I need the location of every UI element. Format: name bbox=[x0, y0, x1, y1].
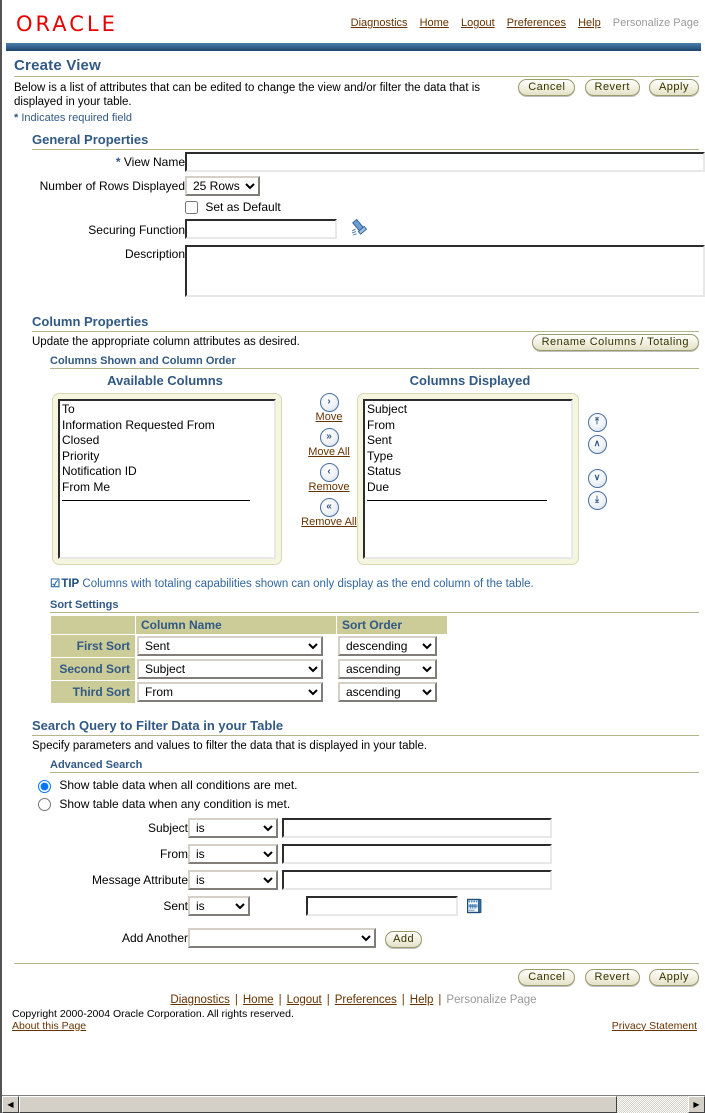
criteria-from-input[interactable] bbox=[282, 844, 552, 864]
horizontal-scrollbar[interactable] bbox=[2, 1095, 705, 1113]
move-button[interactable] bbox=[293, 393, 365, 423]
general-properties-form bbox=[2, 150, 705, 302]
third-sort-order-cell bbox=[337, 681, 448, 704]
criteria-sent-input[interactable] bbox=[306, 896, 458, 916]
rows-displayed-label-cell bbox=[2, 174, 185, 198]
match-all-radio[interactable] bbox=[38, 780, 51, 793]
list-item[interactable]: Type bbox=[367, 448, 394, 463]
move-link[interactable]: Move bbox=[315, 411, 343, 424]
table-row bbox=[51, 658, 448, 681]
required-field-text: Indicates required field bbox=[21, 112, 133, 124]
third-sort-label: Third Sort bbox=[51, 681, 136, 704]
available-columns-title-wrap bbox=[50, 373, 280, 388]
chevron-left-icon: ‹ bbox=[320, 463, 339, 482]
revert-button-bottom[interactable] bbox=[585, 969, 640, 986]
first-sort-order-select[interactable] bbox=[338, 636, 437, 656]
list-item[interactable]: From Me bbox=[62, 479, 110, 494]
chevron-double-right-icon: » bbox=[320, 428, 339, 447]
apply-button-bottom-label: Apply bbox=[658, 970, 689, 983]
revert-button-top[interactable] bbox=[585, 79, 640, 96]
about-row bbox=[2, 1020, 705, 1032]
displayed-columns-separator bbox=[367, 500, 547, 501]
second-sort-column-cell bbox=[136, 658, 337, 681]
criteria-subject-operator-select[interactable] bbox=[188, 818, 278, 838]
third-sort-order-select[interactable] bbox=[338, 682, 437, 702]
description-label-cell bbox=[2, 243, 185, 302]
bottom-button-row bbox=[2, 964, 705, 988]
oracle-logo-mark bbox=[118, 12, 121, 23]
match-all-radio-line bbox=[38, 776, 705, 794]
securing-function-label-cell bbox=[2, 216, 185, 243]
header-blue-bar bbox=[6, 42, 701, 51]
criteria-message-attribute-input[interactable] bbox=[282, 870, 552, 890]
privacy-statement-wrap bbox=[612, 1020, 697, 1032]
required-asterisk: * bbox=[14, 112, 19, 124]
reorder-spacer bbox=[585, 457, 609, 469]
criteria-sent-value-cell bbox=[282, 893, 552, 920]
footer-separator: | bbox=[326, 993, 330, 1006]
criteria-sent-operator-cell bbox=[188, 893, 282, 920]
sort-settings-table bbox=[50, 615, 448, 704]
available-columns-listbox[interactable] bbox=[58, 399, 276, 559]
description-row bbox=[2, 243, 705, 302]
securing-function-field-cell bbox=[185, 216, 705, 243]
criteria-subject-operator-cell bbox=[188, 815, 282, 841]
search-criteria-table bbox=[2, 815, 552, 951]
column-properties-instructions-row bbox=[2, 332, 705, 348]
remove-all-button[interactable] bbox=[293, 498, 365, 528]
second-sort-order-cell bbox=[337, 658, 448, 681]
criteria-from-operator-select[interactable] bbox=[188, 844, 278, 864]
revert-button-bottom-label: Revert bbox=[594, 970, 630, 983]
set-default-checkbox[interactable] bbox=[185, 201, 198, 214]
rows-displayed-select[interactable] bbox=[185, 176, 260, 196]
rename-columns-totaling-button[interactable] bbox=[532, 334, 699, 351]
description-textarea[interactable] bbox=[185, 245, 705, 297]
criteria-from-operator-cell bbox=[188, 841, 282, 867]
sort-settings-corner bbox=[51, 616, 136, 635]
global-nav-preferences[interactable]: Preferences bbox=[506, 17, 567, 29]
view-name-required-asterisk: * bbox=[115, 155, 121, 169]
table-row bbox=[51, 635, 448, 658]
move-all-link[interactable]: Move All bbox=[308, 446, 350, 459]
list-item[interactable]: To bbox=[62, 402, 75, 417]
move-all-button[interactable] bbox=[293, 428, 365, 458]
move-to-bottom-icon: ⤓ bbox=[588, 491, 607, 510]
list-item[interactable]: From bbox=[367, 417, 395, 432]
set-default-row bbox=[2, 198, 705, 216]
move-down-button[interactable] bbox=[585, 469, 609, 491]
cancel-button-bottom[interactable] bbox=[518, 969, 575, 986]
footer-nav-personalize-page: Personalize Page bbox=[446, 993, 537, 1006]
move-to-top-icon: ⤒ bbox=[588, 413, 607, 432]
available-columns-title: Available Columns bbox=[107, 373, 223, 389]
rows-displayed-label: Number of Rows Displayed bbox=[39, 179, 185, 193]
footer-nav-preferences[interactable]: Preferences bbox=[334, 993, 397, 1006]
criteria-from-label: From bbox=[160, 846, 188, 861]
sort-settings-header-row bbox=[51, 616, 448, 635]
global-nav-personalize-page: Personalize Page bbox=[612, 17, 699, 29]
add-another-select[interactable] bbox=[188, 928, 376, 948]
set-default-spacer bbox=[2, 198, 185, 216]
footer-nav bbox=[2, 988, 705, 1006]
advanced-search-subheading: Advanced Search bbox=[50, 759, 143, 772]
scroll-right-arrow-icon[interactable]: ▶ bbox=[688, 1096, 705, 1113]
criteria-row-message-attribute bbox=[2, 867, 552, 893]
scroll-left-arrow-icon[interactable]: ◀ bbox=[2, 1096, 19, 1113]
shuttle-move-controls bbox=[293, 393, 365, 533]
first-sort-column-cell bbox=[136, 635, 337, 658]
list-item[interactable]: Information Requested From bbox=[62, 417, 215, 432]
first-sort-column-select[interactable] bbox=[137, 636, 323, 656]
list-item[interactable]: Closed bbox=[62, 433, 100, 448]
global-nav-logout[interactable]: Logout bbox=[460, 17, 495, 29]
required-field-note bbox=[2, 109, 705, 124]
columns-shown-subheading: Columns Shown and Column Order bbox=[50, 355, 236, 368]
match-any-radio[interactable] bbox=[38, 798, 51, 811]
sort-order-header: Sort Order bbox=[337, 616, 448, 635]
totaling-tip bbox=[50, 576, 705, 590]
criteria-subject-value-cell bbox=[282, 815, 552, 841]
list-item[interactable]: Priority bbox=[62, 448, 100, 463]
criteria-subject-input[interactable] bbox=[282, 818, 552, 838]
footer-separator: | bbox=[438, 993, 442, 1006]
criteria-row-subject bbox=[2, 815, 552, 841]
scrollbar-thumb[interactable] bbox=[19, 1096, 617, 1113]
cancel-button-top[interactable] bbox=[518, 79, 575, 96]
footer-separator: | bbox=[234, 993, 238, 1006]
add-button-label: Add bbox=[393, 932, 415, 945]
criteria-sent-operator-select[interactable] bbox=[188, 896, 250, 916]
revert-button-top-label: Revert bbox=[594, 81, 630, 93]
set-default-checkbox-line bbox=[185, 200, 281, 214]
list-item[interactable]: Sent bbox=[367, 433, 392, 448]
second-sort-column-select[interactable] bbox=[137, 659, 323, 679]
move-up-icon: ∧ bbox=[588, 435, 607, 454]
criteria-sent-label: Sent bbox=[163, 899, 188, 914]
page-title: Create View bbox=[14, 57, 101, 74]
view-name-row bbox=[2, 150, 705, 174]
view-name-input[interactable] bbox=[185, 152, 705, 172]
rows-displayed-row bbox=[2, 174, 705, 198]
view-name-field-cell bbox=[185, 150, 705, 174]
apply-button-top[interactable] bbox=[649, 79, 699, 96]
add-another-controls-cell bbox=[188, 920, 552, 951]
description-label: Description bbox=[124, 247, 185, 262]
view-name-label-cell bbox=[2, 150, 185, 174]
column-shuttle bbox=[50, 371, 705, 571]
tip-text: Columns with totaling capabilities shown can only display as the end column of the table. bbox=[82, 578, 534, 591]
match-all-label: Show table data when all conditions are met. bbox=[59, 778, 298, 793]
column-properties-heading: Column Properties bbox=[32, 314, 149, 330]
list-item[interactable]: Status bbox=[367, 464, 402, 479]
oracle-logo bbox=[16, 12, 121, 36]
search-query-instructions: Specify parameters and values to filter the data that is displayed in your table. bbox=[32, 740, 428, 753]
criteria-message-attribute-label: Message Attribute bbox=[91, 872, 188, 887]
scrollbar-track[interactable] bbox=[617, 1096, 688, 1113]
reorder-controls bbox=[585, 413, 609, 513]
add-another-label: Add Another bbox=[121, 930, 188, 945]
page-instructions: Below is a list of attributes that can be edited to change the view and/or filter the data that is displayed in your table. bbox=[14, 82, 481, 108]
cancel-button-top-label: Cancel bbox=[528, 81, 566, 93]
global-nav bbox=[342, 17, 699, 29]
footer-separator: | bbox=[401, 993, 405, 1006]
match-any-label: Show table data when any condition is met. bbox=[59, 796, 291, 811]
flashlight-icon[interactable] bbox=[349, 218, 369, 241]
criteria-from-value-cell bbox=[282, 841, 552, 867]
third-sort-column-cell bbox=[136, 681, 337, 704]
criteria-row-sent bbox=[2, 893, 552, 920]
top-button-row bbox=[512, 79, 699, 96]
calendar-icon[interactable] bbox=[467, 898, 482, 917]
copyright-text: Copyright 2000-2004 Oracle Corporation. All rights reserved. bbox=[12, 1007, 294, 1020]
search-query-heading: Search Query to Filter Data in your Table bbox=[32, 718, 284, 734]
footer-nav-home[interactable]: Home bbox=[242, 993, 274, 1006]
securing-function-label: Securing Function bbox=[88, 222, 185, 237]
criteria-subject-label: Subject bbox=[147, 820, 188, 835]
view-name-label: View Name bbox=[123, 155, 185, 169]
criteria-row-from bbox=[2, 841, 552, 867]
remove-button[interactable] bbox=[293, 463, 365, 493]
list-item[interactable]: Subject bbox=[367, 402, 408, 417]
table-row bbox=[51, 681, 448, 704]
sort-settings-divider bbox=[50, 612, 699, 613]
list-item[interactable]: Due bbox=[367, 479, 390, 494]
displayed-columns-listbox[interactable] bbox=[363, 399, 573, 559]
footer-nav-diagnostics[interactable]: Diagnostics bbox=[170, 993, 230, 1006]
set-default-cell bbox=[185, 198, 705, 216]
list-item[interactable]: Notification ID bbox=[62, 464, 137, 479]
move-up-button[interactable] bbox=[585, 435, 609, 457]
securing-function-input[interactable] bbox=[185, 219, 337, 239]
privacy-statement-link[interactable]: Privacy Statement bbox=[611, 1019, 697, 1032]
general-properties-heading: General Properties bbox=[32, 132, 149, 147]
rename-columns-totaling-label: Rename Columns / Totaling bbox=[541, 336, 689, 349]
rows-displayed-field-cell bbox=[185, 174, 705, 198]
criteria-message-attribute-operator-select[interactable] bbox=[188, 870, 278, 890]
move-to-top-button[interactable] bbox=[585, 413, 609, 435]
sort-settings-heading: Sort Settings bbox=[50, 599, 119, 612]
description-field-cell bbox=[185, 243, 705, 302]
add-button[interactable] bbox=[385, 931, 422, 948]
tip-label: TIP bbox=[61, 578, 80, 591]
tip-check-icon: ☑ bbox=[50, 578, 61, 591]
global-nav-diagnostics[interactable]: Diagnostics bbox=[350, 17, 408, 29]
remove-all-link[interactable]: Remove All bbox=[301, 516, 357, 529]
cancel-button-bottom-label: Cancel bbox=[528, 970, 566, 983]
set-default-label: Set as Default bbox=[205, 200, 281, 214]
global-nav-help[interactable]: Help bbox=[578, 17, 601, 29]
chevron-double-left-icon: « bbox=[320, 498, 339, 517]
global-nav-home[interactable]: Home bbox=[419, 17, 449, 29]
move-to-bottom-button[interactable] bbox=[585, 491, 609, 513]
sort-column-name-header: Column Name bbox=[136, 616, 337, 635]
displayed-columns-title: Columns Displayed bbox=[409, 373, 531, 389]
displayed-columns-panel bbox=[357, 393, 579, 565]
second-sort-label: Second Sort bbox=[51, 658, 136, 681]
page-instructions-row bbox=[2, 77, 705, 109]
first-sort-label: First Sort bbox=[51, 635, 136, 658]
global-header bbox=[2, 0, 705, 42]
columns-shown-divider bbox=[50, 368, 699, 369]
add-another-row bbox=[2, 920, 552, 951]
apply-button-top-label: Apply bbox=[658, 81, 689, 93]
about-this-page-link[interactable]: About this Page bbox=[12, 1019, 87, 1032]
first-sort-order-cell bbox=[337, 635, 448, 658]
third-sort-column-select[interactable] bbox=[137, 682, 323, 702]
column-properties-instructions: Update the appropriate column attributes as desired. bbox=[32, 336, 300, 349]
remove-link[interactable]: Remove bbox=[308, 481, 350, 494]
apply-button-bottom[interactable] bbox=[649, 969, 699, 986]
oracle-logo-text: ORACLE bbox=[16, 12, 118, 36]
match-any-radio-line bbox=[38, 795, 705, 813]
footer-nav-help[interactable]: Help bbox=[409, 993, 434, 1006]
second-sort-order-select[interactable] bbox=[338, 659, 437, 679]
footer-separator: | bbox=[278, 993, 282, 1006]
securing-function-row bbox=[2, 216, 705, 243]
chevron-right-icon: › bbox=[320, 393, 339, 412]
available-columns-panel bbox=[52, 393, 282, 565]
displayed-columns-title-wrap bbox=[355, 373, 585, 388]
available-columns-separator bbox=[62, 500, 250, 501]
advanced-search-divider bbox=[50, 772, 699, 773]
criteria-message-attribute-operator-cell bbox=[188, 867, 282, 893]
criteria-message-attribute-value-cell bbox=[282, 867, 552, 893]
move-down-icon: ∨ bbox=[588, 469, 607, 488]
footer-nav-logout[interactable]: Logout bbox=[286, 993, 322, 1006]
